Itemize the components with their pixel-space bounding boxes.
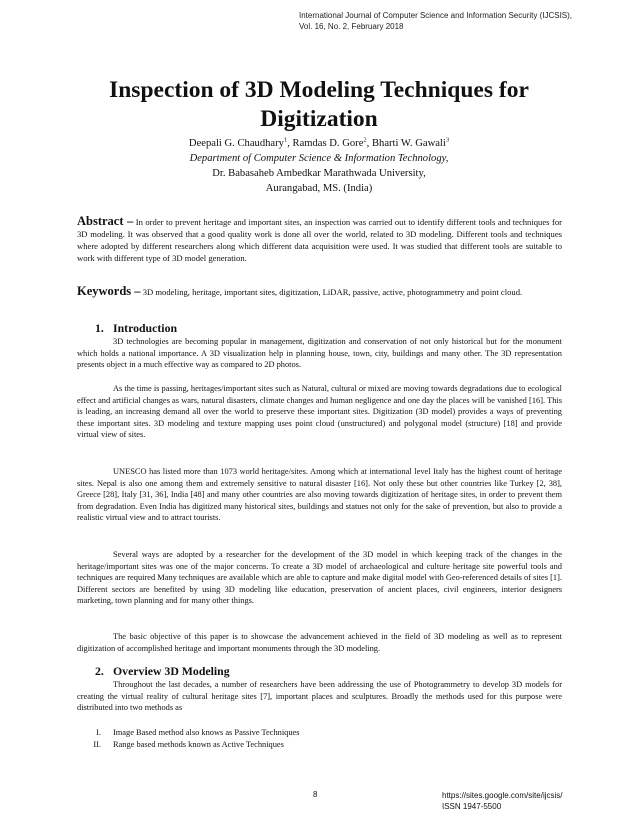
journal-header (299, 10, 619, 32)
abstract (77, 215, 562, 264)
list-text: Range based methods known as Active Techniques (113, 740, 284, 749)
page-number: 8 (313, 790, 318, 799)
author-name: Bharti W. Gawali (371, 138, 446, 149)
author-list (60, 136, 578, 151)
author-separator: , (287, 138, 293, 149)
journal-volume: Vol. 16, No. 2, February 2018 (299, 22, 404, 31)
section-heading-introduction (95, 321, 177, 335)
author-affiliation-mark: 2 (363, 136, 367, 144)
intro-paragraph: 3D technologies are becoming popular in management, digitization and conservation of not only historical but for the monument which holds a national importance. A 3D visualization help in planning house, town, city, buildings and many other. The 3D representation presents object in a much effective way as compared to 2D photos. (77, 337, 562, 370)
intro-paragraph: The basic objective of this paper is to showcase the advancement achieved in the field of 3D modeling as well as to represent digitization of accomplished heritage and important monuments through the 3D modeling. (77, 632, 562, 653)
keywords-label: Keywords – (77, 284, 141, 298)
method-list (77, 727, 562, 751)
author-affiliation-mark: 3 (445, 136, 450, 144)
intro-paragraph: UNESCO has listed more than 1073 world heritage/sites. Among which at international level Italy has the highest count of heritage sites. Nepal is also one among them and extremely sensitive to natural disaster [16]. Not only these but other countries like Turkey [2, 38], Greece [28], Italy [31, 36], India [48] and many other countries are also moving towards digitization of heritage sites, in order to prevent them from degradation. Even India has digitized many historical sites, buildings and statues not only for the sake of prevention, but also to provide a realistic virtual view and to attract tourists. (77, 467, 562, 523)
keywords (77, 285, 562, 298)
department: Department of Computer Science & Information Technology, (189, 153, 449, 164)
author-separator: , (366, 138, 372, 149)
list-item (77, 727, 562, 739)
section-title: Introduction (113, 321, 178, 335)
list-numeral: II. (93, 740, 101, 749)
list-numeral: I. (96, 728, 101, 737)
section-number: 1. (95, 321, 104, 335)
keywords-text: 3D modeling, heritage, important sites, digitization, LiDAR, passive, active, photogrammetry and point cloud. (140, 287, 523, 297)
section-heading-overview (95, 664, 230, 678)
journal-name: International Journal of Computer Science and Information Security (IJCSIS), (299, 11, 573, 20)
author-name: Ramdas D. Gore (292, 138, 364, 149)
section-number: 2. (95, 664, 104, 678)
abstract-text: In order to prevent heritage and important sites, an inspection was carried out to identify different tools and techniques for 3D modeling. It was observed that a good quality work is done all over the world, related to 3D modeling. Different tools and techniques where adopted by different researchers along which different data acquisition were used. It was studied that different tools are suitable to work with different type of 3D model generation. (77, 217, 563, 263)
section-title: Overview 3D Modeling (113, 664, 230, 678)
intro-paragraph: As the time is passing, heritages/important sites such as Natural, cultural or mixed are moving towards degradations due to ecological effect and artificial changes as wars, natural disasters, climate changes and human negligence and one day the places will be vanished [16]. This is leading, an increasing demand all over the world to preserve these important sites. Digitization (3D model) provides a ways of preventing these important sites. 3D modeling and texture mapping uses point cloud (unstructured) and polygonal model (structure) [18] and provide virtual view of sites. (77, 384, 562, 440)
abstract-label: Abstract – (77, 214, 134, 228)
title-line-2: Digitization (260, 106, 378, 132)
journal-url: https://sites.google.com/site/ijcsis/ (442, 791, 563, 800)
title-line-1: Inspection of 3D Modeling Techniques for (109, 77, 529, 103)
intro-paragraph: Several ways are adopted by a researcher for the development of the 3D model in which keeping track of the changes in the heritage/important sites was one of the major concerns. To create a 3D model of archaeological and culture heritage site powerful tools and techniques are required Many techniques are available which are able to capture and make digital model with Geo-referenced details of sites [1]. Different sectors are benefited by using 3D modeling like education, preservation of ancient places, civil engineers, interior designers marketing, town planning and for many other things. (77, 550, 562, 606)
university: Dr. Babasaheb Ambedkar Marathwada University, (212, 168, 426, 179)
author-block (60, 136, 578, 196)
issn: ISSN 1947-5500 (442, 802, 502, 811)
location: Aurangabad, MS. (India) (265, 183, 373, 194)
paper-title (60, 76, 578, 134)
list-item (77, 739, 562, 751)
author-name: Deepali G. Chaudhary (188, 138, 284, 149)
footer-info (442, 790, 622, 812)
list-text: Image Based method also knows as Passive Techniques (113, 728, 300, 737)
author-affiliation-mark: 1 (283, 136, 288, 144)
overview-paragraph: Throughout the last decades, a number of researchers have been addressing the use of Photogrammetry to develop 3D models for creating the virtual reality of cultural heritage sites [7], important places and sculptures. Broadly the methods used for this purpose were distributed into two methods as (77, 680, 562, 713)
